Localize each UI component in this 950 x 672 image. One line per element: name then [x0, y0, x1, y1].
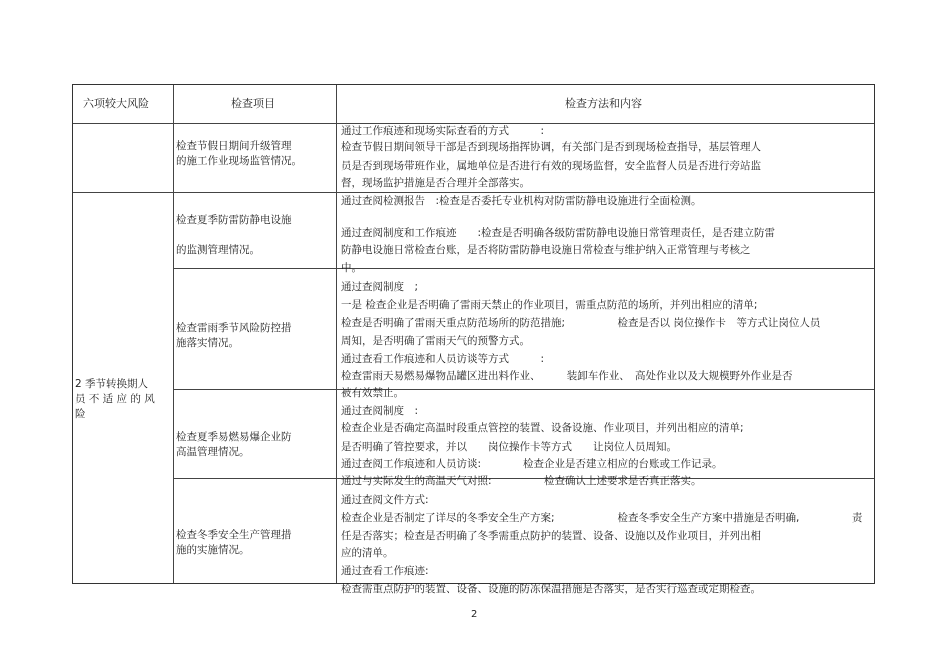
row-divider — [173, 268, 874, 269]
col-divider-2 — [336, 85, 337, 583]
page-number: 2 — [471, 609, 478, 620]
method-line: 通过查阅制度和工作痕迹 :检查是否明确各级防雷防静电设施日常管理责任，是否建立防雷 — [341, 227, 776, 239]
method-line: 通过与实际发生的高温天气对照: 检查确认上述要求是否真正落实。 — [341, 475, 702, 487]
header-risk: 六项较大风险 — [83, 97, 149, 110]
check-item-holiday — [176, 139, 334, 169]
risk-category — [75, 377, 171, 422]
check-item-thunderstorm — [176, 321, 334, 351]
header-method: 检查方法和内容 — [565, 97, 642, 110]
method-line: 通过查阅工作痕迹和人员访谈: 检查企业是否建立相应的台账或工作记录。 — [341, 458, 723, 470]
method-line: 通过查阅制度 ; — [341, 281, 419, 293]
risk-category-line: 2 季节转换期人 — [75, 378, 149, 390]
method-line: 检查雷雨天易燃易爆物品罐区进出料作业、 装卸车作业、 高处作业以及大规模野外作业是否 — [341, 370, 793, 382]
check-item-line: 检查夏季易燃易爆企业防 — [176, 431, 292, 443]
method-line: 通过查看工作痕迹和人员访谈等方式 : — [341, 353, 545, 365]
method-line: 检查节假日期间领导干部是否到现场指挥协调，有关部门是否到现场检查指导，基层管理人 — [341, 141, 761, 153]
check-item-line: 的施工作业现场监管情况。 — [176, 155, 302, 167]
method-line: 是否明确了管控要求，并以 岗位操作卡等方式 让岗位人员周知。 — [341, 441, 677, 453]
method-line: 通过查阅检测报告 :检查是否委托专业机构对防雷防静电设施进行全面检测。 — [341, 195, 702, 207]
check-item-line: 高温管理情况。 — [176, 446, 250, 458]
header-item: 检查项目 — [231, 97, 275, 110]
check-item-line: 的监测管理情况。 — [176, 244, 260, 256]
check-item-winter-safety — [176, 528, 334, 558]
method-line: 通过工作痕迹和现场实际查看的方式 : — [341, 125, 545, 137]
risk-category-line: 险 — [75, 408, 86, 420]
check-item-line: 施落实情况。 — [176, 337, 239, 349]
row-divider — [173, 389, 874, 390]
method-line: 通过查看工作痕迹: — [341, 565, 429, 577]
check-item-line: 检查雷雨季节风险防控措 — [176, 322, 292, 334]
method-line: 检查企业是否确定高温时段重点管控的装置、设备设施、作业项目，并列出相应的清单; — [341, 422, 744, 434]
method-line: 中。 — [341, 262, 362, 274]
method-line: 检查是否明确了雷雨天重点防范场所的防范措施; 检查是否以 岗位操作卡 等方式让岗位人员 — [341, 317, 821, 329]
method-line: 督，现场监护措施是否合理并全部落实。 — [341, 177, 530, 189]
check-item-high-temperature — [176, 430, 334, 460]
method-line: 被有效禁止。 — [341, 387, 404, 399]
method-line: 防静电设施日常检查台账，是否将防雷防静电设施日常检查与维护纳入正常管理与考核之 — [341, 244, 751, 256]
check-item-line: 检查冬季安全生产管理措 — [176, 529, 292, 541]
method-line: 任是否落实；检查是否明确了冬季需重点防护的装置、设备、设施以及作业项目，并列出相 — [341, 530, 761, 542]
col-divider-1 — [173, 85, 174, 583]
method-line: 检查企业是否制定了详尽的冬季安全生产方案; 检查冬季安全生产方案中措施是否明确, 责 — [341, 512, 863, 524]
inspection-table — [72, 84, 875, 595]
method-line: 应的清单。 — [341, 547, 394, 559]
method-line: 通过查阅文件方式: — [341, 494, 429, 506]
check-item-line: 检查节假日期间升级管理 — [176, 140, 292, 152]
method-line: 周知，是否明确了雷雨天气的预警方式。 — [341, 335, 530, 347]
check-item-line: 施的实施情况。 — [176, 544, 250, 556]
method-line: 一是 检查企业是否明确了雷雨天禁止的作业项目，需重点防范的场所，并列出相应的清单; — [341, 299, 758, 311]
risk-category-line: 员 不 适 应 的 风 — [75, 393, 155, 405]
row-divider — [73, 192, 874, 193]
method-line: 通过查阅制度 : — [341, 405, 419, 417]
method-line: 检查需重点防护的装置、设备、设施的防冻保温措施是否落实，是否实行巡查或定期检查。 — [341, 583, 761, 595]
check-item-lightning-facilities — [176, 213, 334, 258]
check-item-line: 检查夏季防雷防静电设施 — [176, 214, 292, 226]
method-line: 员是否到现场带班作业，属地单位是否进行有效的现场监督，安全监督人员是否进行旁站监 — [341, 160, 761, 172]
